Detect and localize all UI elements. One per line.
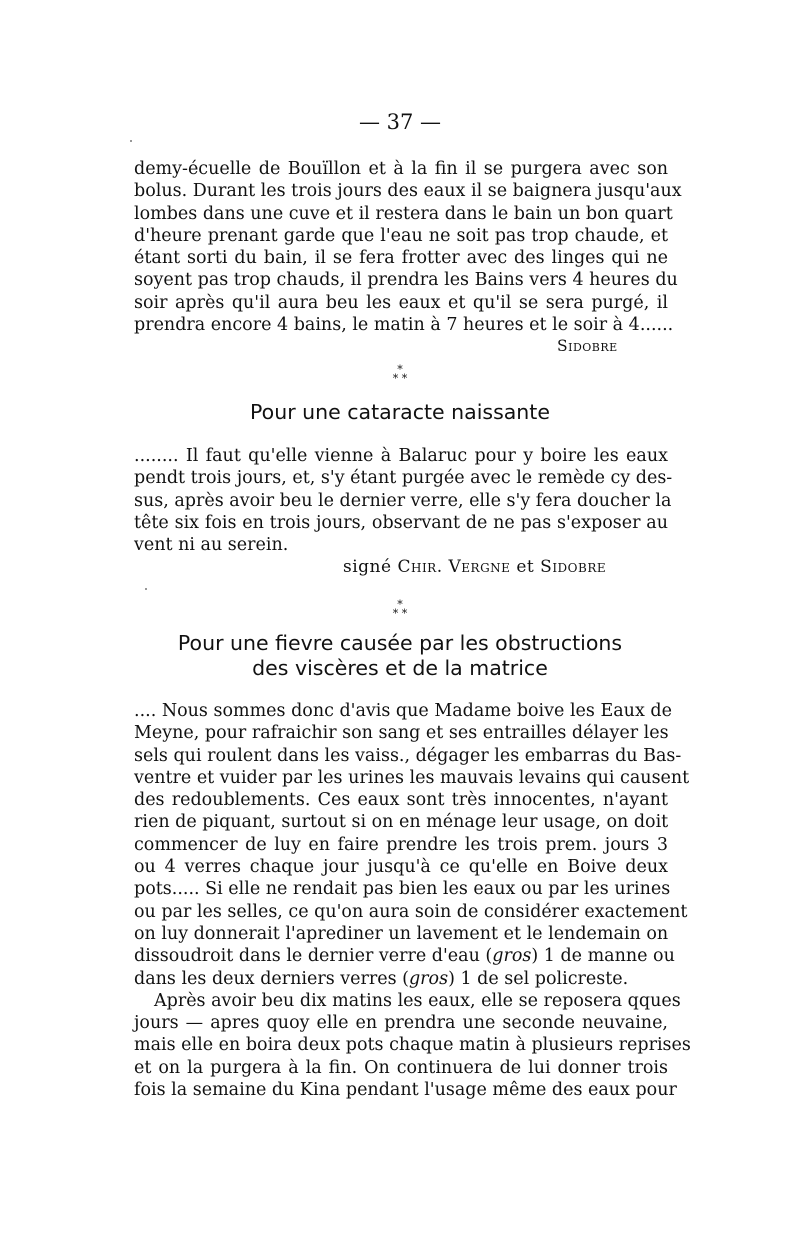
text-line: on luy donnerait l'aprediner un lavement et le lendemain on bbox=[134, 923, 669, 944]
asterism-star: * bbox=[397, 363, 403, 376]
print-speck bbox=[130, 140, 132, 142]
paragraph-cataracte bbox=[134, 445, 673, 556]
text-line: ou 4 verres chaque jour jusqu'à ce qu'elle en Boive deux bbox=[134, 857, 668, 878]
signature-conjunction: et bbox=[516, 557, 535, 577]
section-heading-fievre-line1: Pour une fievre causée par les obstructions bbox=[177, 631, 623, 655]
italic-gros: gros bbox=[408, 968, 449, 989]
paragraph-fievre bbox=[134, 700, 691, 1101]
text-line: Après avoir beu dix matins les eaux, elle se reposera qques bbox=[154, 990, 681, 1011]
text-line: et on la purgera à la fin. On continuera de lui donner trois bbox=[134, 1057, 668, 1078]
text-line: Meyne, pour rafraichir son sang et ses entrailles délayer les bbox=[134, 723, 669, 744]
asterism-star: * bbox=[397, 598, 403, 611]
italic-gros: gros bbox=[492, 946, 532, 967]
text-line: dans les deux derniers verres (gros) 1 de sel policreste. bbox=[134, 968, 629, 989]
text-line: étant sorti du bain, il se fera frotter avec des linges qui ne bbox=[134, 248, 668, 269]
text-line: ........ Il faut qu'elle vienne à Balaruc pour y boire les eaux bbox=[134, 446, 668, 466]
text-line: bolus. Durant les trois jours des eaux il se baignera jusqu'aux bbox=[134, 181, 682, 202]
asterism-stars-pair: * * bbox=[392, 607, 408, 620]
text-line: dissoudroit dans le dernier verre d'eau (gros) 1 de manne ou bbox=[134, 946, 675, 967]
asterism bbox=[0, 365, 800, 383]
text-line: jours — apres quoy elle en prendra une seconde neuvaine, bbox=[134, 1013, 668, 1034]
asterism bbox=[0, 600, 800, 618]
text-line: sus, après avoir beu le dernier verre, elle s'y fera doucher la bbox=[134, 490, 672, 511]
text-line: soyent pas trop chauds, il prendra les Bains vers 4 heures du bbox=[134, 270, 678, 291]
text-line: soir après qu'il aura beu les eaux et qu'il se sera purgé, il bbox=[134, 292, 668, 313]
text-line: tête six fois en trois jours, observant de ne pas s'exposer au bbox=[134, 512, 668, 533]
text-line: fois la semaine du Kina pendant l'usage même des eaux pour bbox=[134, 1080, 677, 1101]
print-speck bbox=[145, 588, 147, 590]
section-heading-cataracte: Pour une cataracte naissante bbox=[250, 400, 550, 424]
signature-prefix: signé bbox=[343, 557, 392, 577]
text-line: lombes dans une cuve et il restera dans le bain un bon quart bbox=[134, 203, 673, 224]
text-line: commencer de luy en faire prendre les trois prem. jours 3 bbox=[134, 834, 668, 855]
text-line: .... Nous sommes donc d'avis que Madame boive les Eaux de bbox=[134, 701, 672, 721]
signature-sidobre: Sidobre bbox=[557, 337, 618, 355]
text-line: demy-écuelle de Bouïllon et à la fin il se purgera avec son bbox=[134, 159, 668, 179]
text-line: d'heure prenant garde que l'eau ne soit pas trop chaude, et bbox=[134, 225, 668, 246]
page-number: — 37 — bbox=[358, 110, 442, 134]
text-line: mais elle en boira deux pots chaque matin à plusieurs reprises bbox=[134, 1035, 691, 1056]
text-line: pendt trois jours, et, s'y étant purgée avec le remède cy des- bbox=[134, 468, 673, 489]
text-line: pots..... Si elle ne rendait pas bien les eaux ou par les urines bbox=[134, 879, 671, 900]
text-line: vent ni au serein. bbox=[134, 535, 289, 556]
text-line: des redoublements. Ces eaux sont très innocentes, n'ayant bbox=[134, 790, 668, 811]
text-line: ou par les selles, ce qu'on aura soin de considérer exactement bbox=[134, 901, 688, 922]
text-line: ventre et vuider par les urines les mauvais levains qui causent bbox=[134, 767, 690, 788]
signature-vergne: Chir. Vergne bbox=[397, 557, 511, 577]
text-line: rien de piquant, surtout si on en ménage leur usage, on doit bbox=[134, 812, 669, 833]
paragraph-continuation bbox=[134, 158, 682, 336]
signature-line bbox=[343, 557, 606, 577]
section-heading-fievre-line2: des viscères et de la matrice bbox=[252, 656, 548, 680]
text-line: sels qui roulent dans les vaiss., dégager les embarras du Bas- bbox=[134, 745, 682, 766]
text-line: prendra encore 4 bains, le matin à 7 heures et le soir à 4...... bbox=[134, 315, 674, 336]
signature-sidobre: Sidobre bbox=[540, 557, 607, 577]
asterism-stars-pair: * * bbox=[392, 372, 408, 385]
